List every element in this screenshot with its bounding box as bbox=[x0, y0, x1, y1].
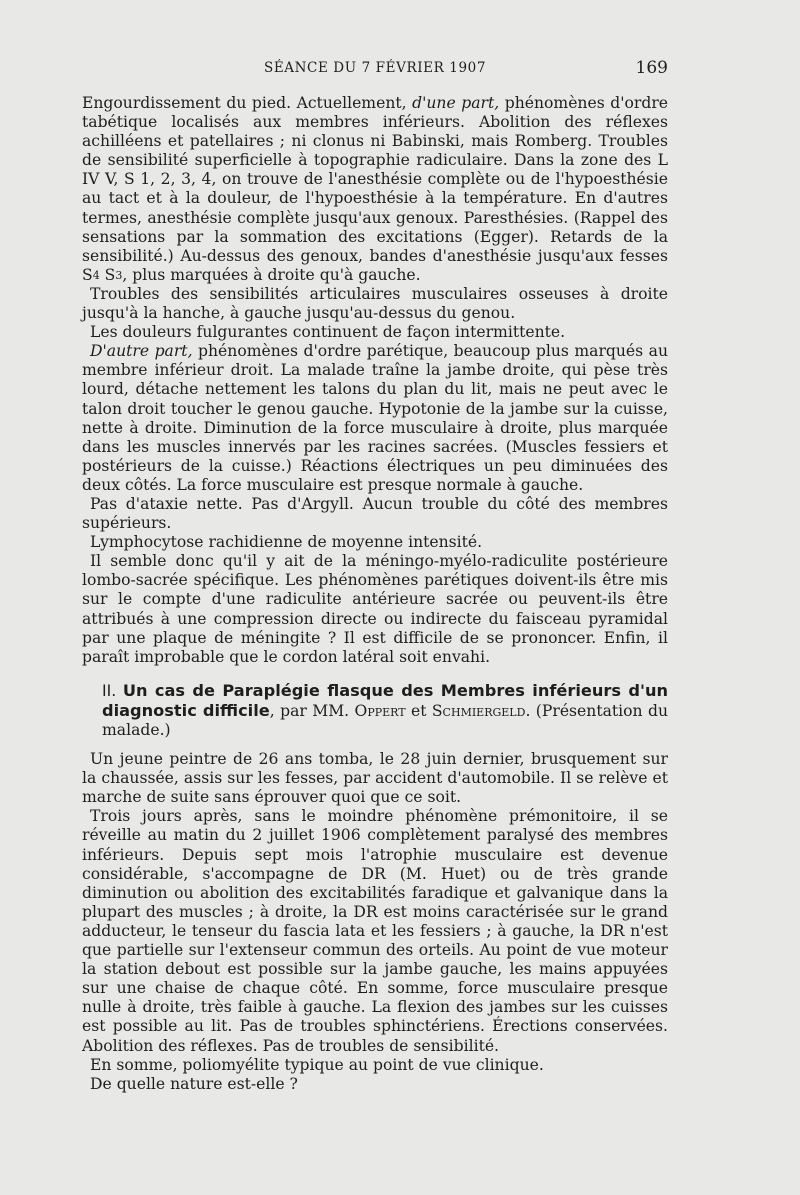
paragraph-text: phénomènes d'ordre tabétique localisés aux membres inférieurs. Abolition des réflexes achilléens et patellaires ; ni clonus ni Babinski, mais Romberg. Troubles de sensibilité superficielle à topographie radiculaire. Dans la zone des L IV V, S 1, 2, 3, 4, on trouve de l'anesthésie complète ou de l'hypoesthésie au tact et à la douleur, de l'hypoesthésie à la température. En d'autres termes, anesthésie complète jusqu'aux genoux. Paresthésies. (Rappel des sensations par la sommation des excitations (Egger). Retards de la sensibilité.) Au-dessus des genoux, bandes d'anesthésie jusqu'aux fesses S bbox=[82, 94, 669, 284]
section-number: II. bbox=[102, 681, 117, 700]
paragraph-conclusion: Il semble donc qu'il y ait de la méningo-myélo-radiculite postérieure lombo-sacrée spécifique. Les phénomènes parétiques doivent-ils être mis sur le compte d'une radiculite antérieure sacrée ou peuvent-ils être attribués à une compression directe ou indirecte du faisceau pyramidal par une plaque de méningite ? Il est difficile de se prononcer. Enfin, il paraît improbable que le cordon latéral soit envahi. bbox=[82, 552, 668, 666]
paragraph-pains: Les douleurs fulgurantes continuent de façon intermittente. bbox=[90, 323, 566, 342]
paragraph-case-history: Un jeune peintre de 26 ans tomba, le 28 juin dernier, brusquement sur la chaussée, assis sur les fesses, par accident d'automobile. Il se relève et marche de suite sans éprouver quoi que ce soit. bbox=[82, 750, 668, 807]
author-name: Oppert bbox=[354, 701, 406, 720]
paragraph-ataxia: Pas d'ataxie nette. Pas d'Argyll. Aucun trouble du côté des membres supérieurs. bbox=[82, 494, 668, 533]
section-spacer bbox=[82, 667, 668, 681]
running-title: SÉANCE DU 7 FÉVRIER 1907 bbox=[263, 60, 487, 76]
section-byline: , par MM. bbox=[269, 701, 355, 720]
section-byline: . (Présentation du malade.) bbox=[102, 701, 668, 739]
author-name: Schmiergeld bbox=[431, 701, 526, 720]
paragraph-text: , plus marquées à droite qu'à gauche. bbox=[122, 265, 421, 284]
section-spacer bbox=[82, 740, 668, 750]
paragraph-articular-sensibility: Troubles des sensibilités articulaires musculaires osseuses à droite jusqu'à la hanche, à gauche jusqu'au-dessus du genou. bbox=[82, 284, 668, 323]
paragraph-paralysis: Trois jours après, sans le moindre phénomène prémonitoire, il se réveille au matin du 2 juillet 1906 complètement paralysé des membres inférieurs. Depuis sept mois l'atrophie musculaire est devenue considérable, s'accompagne de DR (M. Huet) ou de très grande diminution ou abolition des excitabilités faradique et galvanique dans la plupart des muscles ; à droite, la DR est moins caractérisée sur le grand adducteur, le tenseur du fascia lata et les fessiers ; à gauche, la DR n'est que partielle sur l'extenseur commun des orteils. Au point de vue moteur la station debout est possible sur la jambe gauche, les mains appuyées sur une chaise de chaque côté. En somme, force musculaire presque nulle à droite, très faible à gauche. La flexion des jambes sur les cuisses est possible au lit. Pas de troubles sphinctériens. Érections conservées. Abolition des réflexes. Pas de troubles de sensibilité. bbox=[82, 807, 668, 1055]
page-header bbox=[82, 60, 668, 84]
section-heading bbox=[82, 681, 668, 740]
italic-phrase: d'une part, bbox=[412, 94, 500, 112]
paragraph-question: De quelle nature est-elle ? bbox=[90, 1074, 298, 1093]
paragraph-tabetic-phenomena bbox=[82, 94, 668, 285]
page-number: 169 bbox=[635, 58, 668, 78]
paragraph-summary: En somme, poliomyélite typique au point de vue clinique. bbox=[90, 1055, 544, 1074]
paragraph-paretic-phenomena bbox=[82, 342, 668, 495]
paragraph-text: S bbox=[99, 265, 116, 284]
paragraph-text: phénomènes d'ordre parétique, beaucoup plus marqués au membre inférieur droit. La malade traîne la jambe droite, qui pèse très lourd, détache nettement les talons du plan du lit, mais ne peut avec le talon droit toucher le genou gauche. Hypotonie de la jambe sur la cuisse, nette à droite. Diminution de la force musculaire à droite, plus marquée dans les muscles innervés par les racines sacrées. (Muscles fessiers et postérieurs de la cuisse.) Réactions électriques un peu diminuées des deux côtés. La force musculaire est presque normale à gauche. bbox=[82, 342, 668, 494]
section-title: Un cas de Paraplégie flasque des Membres inférieurs d'un diagnostic difficile bbox=[102, 680, 668, 720]
superscript: 4 bbox=[92, 268, 100, 282]
section-byline: et bbox=[405, 701, 432, 720]
superscript: 3 bbox=[115, 268, 123, 282]
paragraph-text: Engourdissement du pied. Actuellement, bbox=[82, 94, 413, 112]
italic-phrase: D'autre part, bbox=[90, 342, 193, 361]
body-text bbox=[82, 94, 668, 1094]
paragraph-lymphocytosis: Lymphocytose rachidienne de moyenne intensité. bbox=[90, 533, 483, 552]
